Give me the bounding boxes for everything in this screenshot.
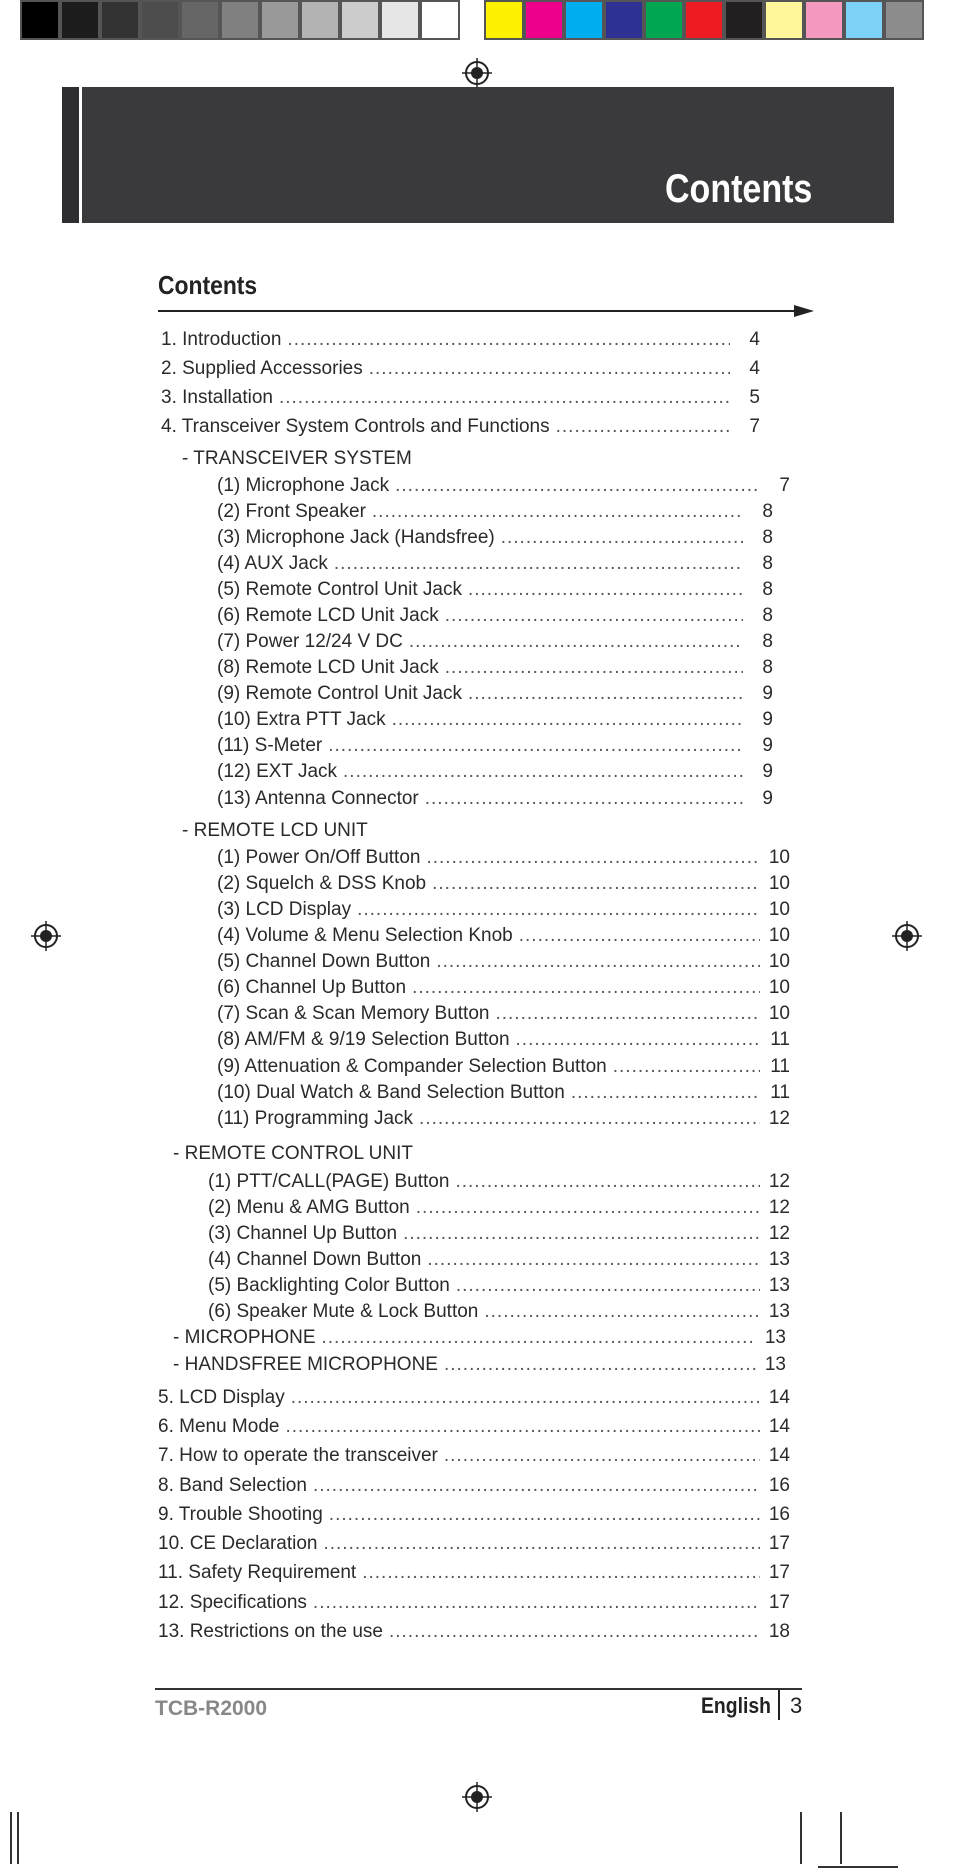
toc-entry-page: 12: [768, 1171, 790, 1192]
toc-entry-page: 9: [762, 788, 773, 809]
toc-entry[interactable]: [158, 1416, 790, 1438]
footer-model: TCB-R2000: [155, 1697, 268, 1720]
toc-entry-page: 10: [768, 899, 790, 920]
toc-entry-label: (9) Remote Control Unit Jack: [217, 683, 462, 704]
toc-entry-label: (6) Remote LCD Unit Jack: [217, 605, 439, 626]
toc-leader-dots: [444, 1354, 756, 1376]
toc-entry-label: (5) Backlighting Color Button: [208, 1275, 450, 1296]
crop-mark: [840, 1812, 842, 1864]
toc-entry-page: 17: [768, 1592, 790, 1613]
toc-entry[interactable]: [208, 1275, 790, 1297]
toc-entry-page: 18: [768, 1621, 790, 1642]
toc-entry[interactable]: [208, 1249, 790, 1271]
toc-leader-dots: [395, 475, 760, 497]
toc-entry[interactable]: [217, 683, 773, 705]
toc-entry-page: 9: [762, 683, 773, 704]
toc-entry-label: (1) Microphone Jack: [217, 475, 390, 496]
color-swatch: [100, 0, 140, 40]
color-swatch: [644, 0, 684, 40]
toc-entry-page: 4: [749, 358, 760, 379]
toc-entry-page: 11: [770, 1056, 790, 1077]
toc-leader-dots: [313, 1475, 760, 1497]
toc-entry-page: 16: [768, 1504, 790, 1525]
toc-leader-dots: [436, 951, 760, 973]
toc-entry-label: 9. Trouble Shooting: [158, 1504, 323, 1525]
toc-entry-page: 12: [768, 1197, 790, 1218]
color-swatch: [260, 0, 300, 40]
banner-title: Contents: [664, 167, 812, 211]
toc-entry-label: (3) LCD Display: [217, 899, 352, 920]
toc-leader-dots: [516, 1029, 760, 1051]
toc-leader-dots: [432, 873, 760, 895]
toc-entry-page: 13: [768, 1301, 790, 1322]
toc-leader-dots: [484, 1301, 760, 1323]
toc-entry-label: - HANDSFREE MICROPHONE: [173, 1354, 438, 1375]
toc-entry-page: 16: [768, 1475, 790, 1496]
toc-entry-page: 10: [768, 977, 790, 998]
color-swatch: [764, 0, 804, 40]
toc-entry-label: 6. Menu Mode: [158, 1416, 280, 1437]
toc-entry-label: 8. Band Selection: [158, 1475, 307, 1496]
toc-entry-page: 14: [768, 1387, 790, 1408]
toc-leader-dots: [455, 1171, 760, 1193]
toc-entry[interactable]: [161, 416, 760, 438]
toc-section-heading: - TRANSCEIVER SYSTEM: [182, 448, 412, 469]
toc-entry[interactable]: [217, 1082, 790, 1104]
toc-leader-dots: [556, 416, 730, 438]
toc-entry[interactable]: [217, 579, 773, 601]
banner-side-strip: [62, 87, 82, 223]
toc-leader-dots: [334, 553, 743, 575]
color-swatch: [684, 0, 724, 40]
toc-entry[interactable]: [208, 1171, 790, 1193]
toc-entry-page: 4: [749, 329, 760, 350]
toc-entry-label: 5. LCD Display: [158, 1387, 285, 1408]
toc-entry-page: 10: [768, 847, 790, 868]
crop-mark: [818, 1866, 898, 1868]
toc-entry-page: 8: [762, 631, 773, 652]
toc-leader-dots: [416, 1197, 760, 1219]
toc-entry[interactable]: [217, 1029, 790, 1051]
toc-entry-label: (2) Squelch & DSS Knob: [217, 873, 427, 894]
toc-entry[interactable]: [217, 1108, 790, 1130]
toc-entry-page: 8: [762, 553, 773, 574]
toc-leader-dots: [287, 329, 730, 351]
toc-leader-dots: [419, 1108, 760, 1130]
toc-entry-label: (10) Dual Watch & Band Selection Button: [217, 1082, 565, 1103]
toc-entry-page: 11: [770, 1082, 790, 1103]
toc-entry[interactable]: [217, 1003, 790, 1025]
toc-leader-dots: [362, 1562, 760, 1584]
color-swatch: [180, 0, 220, 40]
toc-entry-page: 10: [768, 1003, 790, 1024]
toc-entry-label: 11. Safety Requirement: [158, 1562, 357, 1583]
toc-entry[interactable]: [173, 1354, 786, 1376]
crop-mark: [800, 1812, 802, 1864]
toc-entry-label: (6) Speaker Mute & Lock Button: [208, 1301, 479, 1322]
toc-entry-page: 13: [768, 1275, 790, 1296]
toc-leader-dots: [425, 788, 743, 810]
registration-mark-icon: [31, 921, 61, 951]
toc-entry[interactable]: [217, 977, 790, 999]
toc-leader-dots: [456, 1275, 760, 1297]
toc-leader-dots: [322, 1327, 757, 1349]
footer-language: English: [701, 1693, 771, 1718]
toc-entry-label: (11) Programming Jack: [217, 1108, 414, 1129]
toc-entry[interactable]: [217, 951, 790, 973]
toc-entry[interactable]: [161, 358, 760, 380]
toc-entry-label: (9) Attenuation & Compander Selection Button: [217, 1056, 607, 1077]
toc-entry-label: (8) AM/FM & 9/19 Selection Button: [217, 1029, 510, 1050]
toc-entry[interactable]: [208, 1301, 790, 1323]
toc-leader-dots: [291, 1387, 760, 1409]
toc-entry[interactable]: [161, 387, 760, 409]
toc-entry[interactable]: [158, 1475, 790, 1497]
toc-leader-dots: [372, 501, 743, 523]
toc-entry-label: (4) AUX Jack: [217, 553, 328, 574]
toc-entry-page: 5: [749, 387, 760, 408]
toc-entry-page: 12: [768, 1108, 790, 1129]
toc-leader-dots: [279, 387, 730, 409]
toc-leader-dots: [412, 977, 760, 999]
toc-entry[interactable]: [217, 899, 790, 921]
toc-entry[interactable]: [217, 873, 790, 895]
color-swatch: [724, 0, 764, 40]
registration-mark-icon: [892, 921, 922, 951]
toc-entry[interactable]: [217, 761, 773, 783]
toc-leader-dots: [403, 1223, 760, 1245]
toc-entry-label: (2) Front Speaker: [217, 501, 366, 522]
toc-leader-dots: [357, 899, 760, 921]
toc-entry-page: 7: [779, 475, 790, 496]
color-swatch: [220, 0, 260, 40]
toc-entry[interactable]: [158, 1387, 790, 1409]
toc-entry[interactable]: [217, 475, 790, 497]
toc-entry-label: 3. Installation: [161, 387, 273, 408]
registration-mark-icon: [462, 1782, 492, 1812]
color-swatch: [340, 0, 380, 40]
toc-entry[interactable]: [208, 1197, 790, 1219]
color-swatch: [300, 0, 340, 40]
crop-mark: [10, 1812, 12, 1864]
toc-entry-page: 8: [762, 579, 773, 600]
color-swatch: [484, 0, 524, 40]
toc-leader-dots: [328, 735, 743, 757]
toc-entry[interactable]: [217, 553, 773, 575]
toc-leader-dots: [409, 631, 743, 653]
toc-entry-page: 9: [762, 735, 773, 756]
toc-entry[interactable]: [217, 735, 773, 757]
toc-entry-label: (4) Channel Down Button: [208, 1249, 422, 1270]
toc-entry[interactable]: [217, 847, 790, 869]
toc-entry-page: 8: [762, 501, 773, 522]
toc-leader-dots: [389, 1621, 760, 1643]
footer-rule: [155, 1688, 802, 1690]
toc-entry-label: (5) Remote Control Unit Jack: [217, 579, 462, 600]
toc-leader-dots: [445, 605, 743, 627]
color-swatch: [604, 0, 644, 40]
toc-entry-page: 9: [762, 761, 773, 782]
toc-entry[interactable]: [158, 1621, 790, 1643]
toc-leader-dots: [426, 847, 760, 869]
toc-entry[interactable]: [217, 925, 790, 947]
toc-entry-label: (1) PTT/CALL(PAGE) Button: [208, 1171, 450, 1192]
toc-entry[interactable]: [217, 501, 773, 523]
toc-entry-label: 2. Supplied Accessories: [161, 358, 363, 379]
toc-entry[interactable]: [158, 1562, 790, 1584]
toc-entry-label: 4. Transceiver System Controls and Functions: [161, 416, 550, 437]
toc-leader-dots: [427, 1249, 760, 1271]
toc-entry-page: 11: [770, 1029, 790, 1050]
toc-entry-page: 8: [762, 527, 773, 548]
toc-entry-page: 14: [768, 1445, 790, 1466]
toc-entry-label: 12. Specifications: [158, 1592, 307, 1613]
process-color-bar: [484, 0, 924, 44]
toc-entry[interactable]: [158, 1445, 790, 1467]
color-swatch: [60, 0, 100, 40]
toc-entry-label: (2) Menu & AMG Button: [208, 1197, 410, 1218]
toc-entry-label: (7) Scan & Scan Memory Button: [217, 1003, 490, 1024]
crop-mark: [17, 1812, 19, 1864]
toc-section-heading: - REMOTE LCD UNIT: [182, 820, 368, 841]
toc-leader-dots: [495, 1003, 760, 1025]
toc-leader-dots: [444, 1445, 760, 1467]
toc-entry-label: (1) Power On/Off Button: [217, 847, 421, 868]
toc-leader-dots: [285, 1416, 760, 1438]
toc-entry-page: 14: [768, 1416, 790, 1437]
toc-entry-label: (11) S-Meter: [217, 735, 323, 756]
toc-entry-label: (8) Remote LCD Unit Jack: [217, 657, 439, 678]
toc-entry-label: (3) Channel Up Button: [208, 1223, 398, 1244]
toc-entry[interactable]: [158, 1533, 790, 1555]
toc-entry-page: 13: [764, 1327, 786, 1348]
toc-entry[interactable]: [158, 1504, 790, 1526]
toc-leader-dots: [519, 925, 760, 947]
footer-divider: [778, 1690, 780, 1720]
toc-entry-label: (10) Extra PTT Jack: [217, 709, 386, 730]
toc-leader-dots: [329, 1504, 760, 1526]
color-swatch: [20, 0, 60, 40]
color-swatch: [140, 0, 180, 40]
toc-entry-page: 8: [762, 657, 773, 678]
toc-entry[interactable]: [217, 605, 773, 627]
toc-leader-dots: [343, 761, 743, 783]
color-swatch: [380, 0, 420, 40]
toc-entry[interactable]: [161, 329, 760, 351]
toc-entry[interactable]: [217, 788, 773, 810]
title-rule-arrow: [158, 304, 814, 318]
footer-page-number: 3: [790, 1693, 803, 1718]
toc-entry[interactable]: [217, 631, 773, 653]
toc-entry[interactable]: [173, 1327, 786, 1349]
grayscale-color-bar: [20, 0, 460, 44]
toc-entry-page: 13: [764, 1354, 786, 1375]
color-swatch: [804, 0, 844, 40]
toc-leader-dots: [501, 527, 743, 549]
toc-entry[interactable]: [217, 709, 773, 731]
toc-section-heading: - REMOTE CONTROL UNIT: [173, 1143, 413, 1164]
toc-entry[interactable]: [217, 527, 773, 549]
header-banner: [62, 87, 894, 223]
toc-entry-page: 17: [768, 1562, 790, 1583]
page-title: Contents: [158, 270, 258, 300]
toc-leader-dots: [313, 1592, 760, 1614]
toc-entry[interactable]: [158, 1592, 790, 1614]
toc-entry-page: 9: [762, 709, 773, 730]
toc-leader-dots: [392, 709, 743, 731]
color-swatch: [884, 0, 924, 40]
color-swatch: [524, 0, 564, 40]
color-swatch: [420, 0, 460, 40]
toc-leader-dots: [613, 1056, 760, 1078]
toc-entry-page: 10: [768, 951, 790, 972]
toc-leader-dots: [445, 657, 743, 679]
toc-leader-dots: [468, 683, 743, 705]
toc-entry-label: - MICROPHONE: [173, 1327, 316, 1348]
toc-entry-label: (5) Channel Down Button: [217, 951, 431, 972]
toc-entry-page: 10: [768, 925, 790, 946]
toc-entry-page: 13: [768, 1249, 790, 1270]
toc-entry-label: (13) Antenna Connector: [217, 788, 419, 809]
registration-mark-icon: [462, 58, 492, 88]
toc-leader-dots: [468, 579, 743, 601]
toc-entry-page: 8: [762, 605, 773, 626]
toc-leader-dots: [571, 1082, 760, 1104]
color-swatch: [564, 0, 604, 40]
toc-entry-label: 1. Introduction: [161, 329, 282, 350]
toc-entry-page: 12: [768, 1223, 790, 1244]
toc-leader-dots: [369, 358, 730, 380]
toc-entry-label: 7. How to operate the transceiver: [158, 1445, 438, 1466]
toc-entry-label: (4) Volume & Menu Selection Knob: [217, 925, 513, 946]
toc-entry[interactable]: [217, 657, 773, 679]
toc-entry-label: (6) Channel Up Button: [217, 977, 407, 998]
toc-entry-label: (7) Power 12/24 V DC: [217, 631, 403, 652]
toc-entry-page: 10: [768, 873, 790, 894]
toc-entry[interactable]: [208, 1223, 790, 1245]
toc-entry-page: 17: [768, 1533, 790, 1554]
toc-leader-dots: [323, 1533, 760, 1555]
toc-entry-label: 13. Restrictions on the use: [158, 1621, 383, 1642]
color-swatch: [844, 0, 884, 40]
toc-entry-label: (3) Microphone Jack (Handsfree): [217, 527, 495, 548]
toc-entry-label: (12) EXT Jack: [217, 761, 338, 782]
toc-entry-page: 7: [749, 416, 760, 437]
toc-entry[interactable]: [217, 1056, 790, 1078]
toc-entry-label: 10. CE Declaration: [158, 1533, 318, 1554]
